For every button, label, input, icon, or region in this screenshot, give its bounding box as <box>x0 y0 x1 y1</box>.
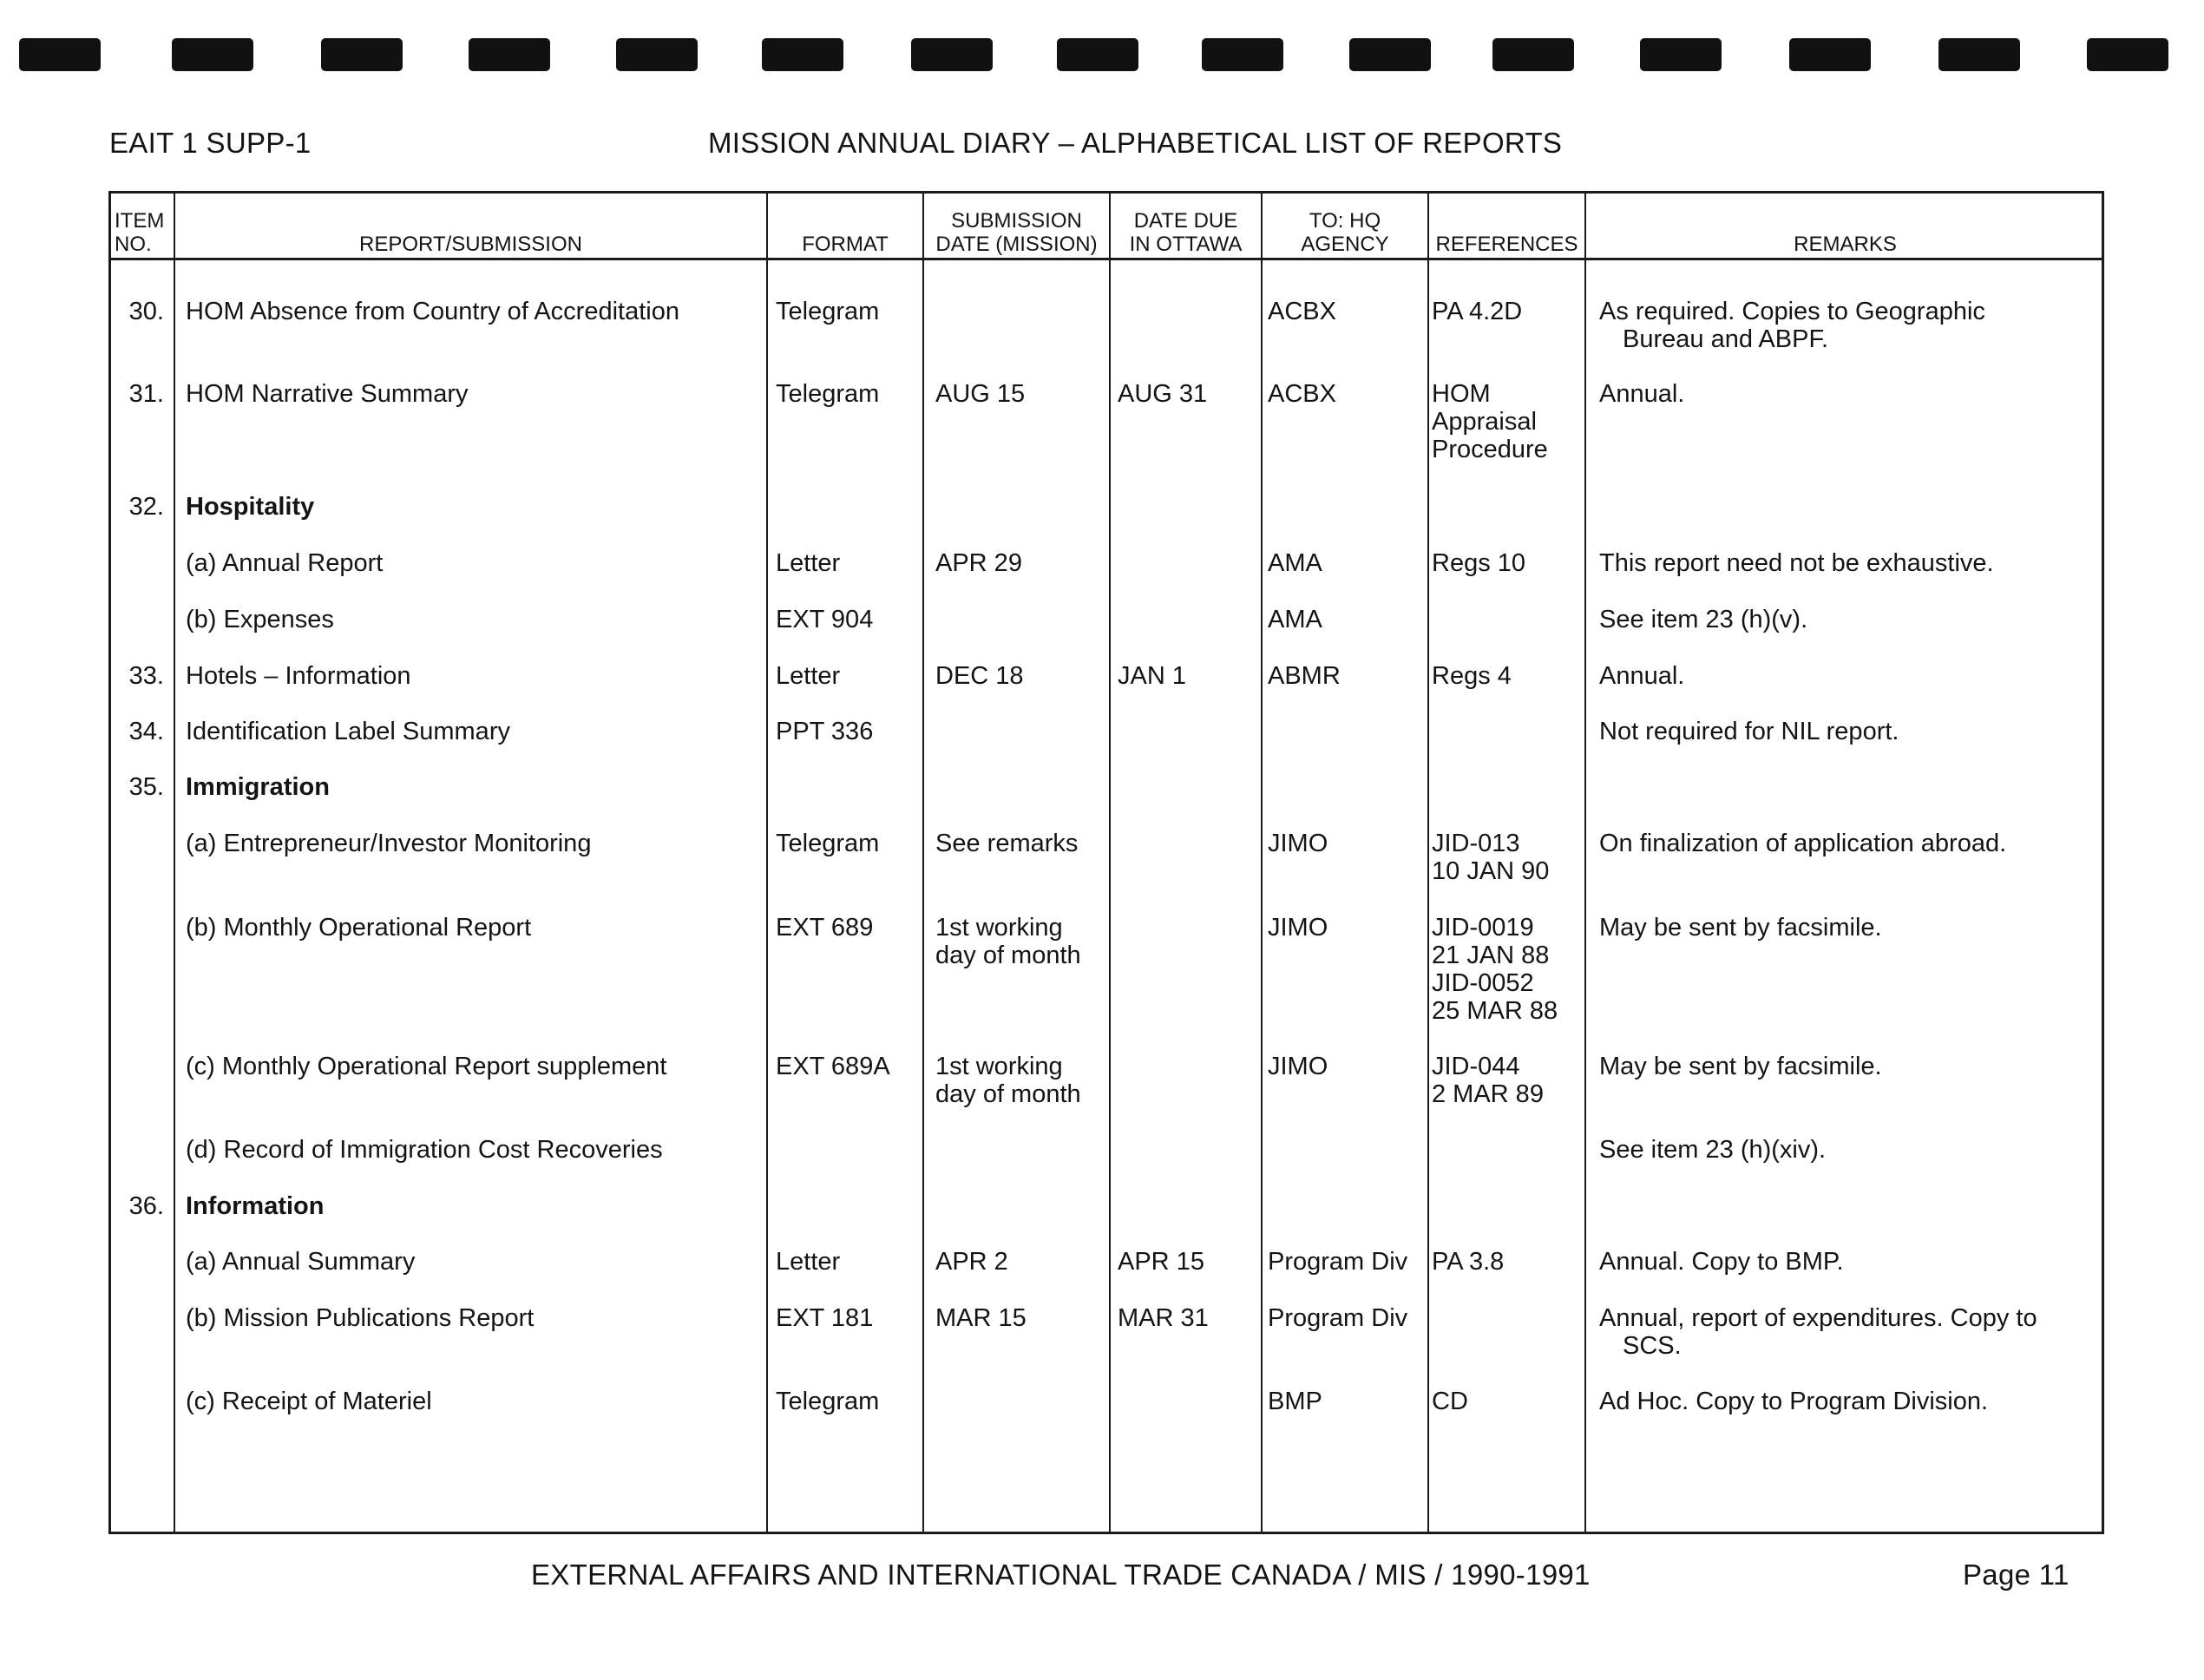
cell-submission-date: See remarks <box>935 830 1079 857</box>
cell-report-name: (c) Monthly Operational Report supplement <box>186 1053 667 1080</box>
cell-date-due: MAR 31 <box>1118 1304 1209 1332</box>
cell-item-number: 30. <box>128 298 164 325</box>
reports-table <box>108 191 2104 1534</box>
cell-report-name: (b) Mission Publications Report <box>186 1304 535 1332</box>
cell-remarks-continued: SCS. <box>1623 1332 1682 1360</box>
cell-format: Telegram <box>776 298 880 325</box>
cell-hq-agency: JIMO <box>1268 830 1328 857</box>
cell-references: JID-0019 21 JAN 88 JID-0052 25 MAR 88 <box>1432 914 1558 1025</box>
cell-remarks: Annual. <box>1599 380 1685 408</box>
cell-hq-agency: Program Div <box>1268 1304 1408 1332</box>
cell-submission-date: AUG 15 <box>935 380 1026 408</box>
document-title: MISSION ANNUAL DIARY – ALPHABETICAL LIST OF REPORTS <box>708 127 1563 159</box>
cell-hq-agency: ACBX <box>1268 298 1336 325</box>
col-header-item-no: ITEM NO. <box>115 209 165 256</box>
cell-format: Letter <box>776 1248 841 1276</box>
cell-report-name: (b) Expenses <box>186 606 334 633</box>
cell-hq-agency: ACBX <box>1268 380 1336 408</box>
cell-submission-date: 1st working day of month <box>935 914 1081 969</box>
page-number: Page 11 <box>1963 1559 2070 1591</box>
cell-format: Telegram <box>776 380 880 408</box>
cell-report-name: (c) Receipt of Materiel <box>186 1388 432 1415</box>
cell-report-name: Hospitality <box>186 493 315 521</box>
cell-report-name: Identification Label Summary <box>186 718 510 745</box>
cell-remarks: This report need not be exhaustive. <box>1599 549 1994 577</box>
cell-submission-date: DEC 18 <box>935 662 1024 690</box>
cell-hq-agency: JIMO <box>1268 914 1328 942</box>
cell-remarks: As required. Copies to Geographic <box>1599 298 1985 325</box>
cell-hq-agency: AMA <box>1268 549 1322 577</box>
cell-format: Letter <box>776 662 841 690</box>
cell-remarks: Not required for NIL report. <box>1599 718 1899 745</box>
col-header-submission-date: SUBMISSION DATE (MISSION) <box>935 209 1098 256</box>
cell-report-name: (b) Monthly Operational Report <box>186 914 532 942</box>
cell-item-number: 31. <box>128 380 164 408</box>
document-code: EAIT 1 SUPP-1 <box>109 127 312 159</box>
cell-report-name: Immigration <box>186 773 330 801</box>
cell-report-name: (a) Annual Report <box>186 549 384 577</box>
cell-date-due: JAN 1 <box>1118 662 1186 690</box>
cell-item-number: 35. <box>128 773 164 801</box>
cell-report-name: (a) Entrepreneur/Investor Monitoring <box>186 830 592 857</box>
cell-item-number: 32. <box>128 493 164 521</box>
cell-report-name: HOM Narrative Summary <box>186 380 469 408</box>
col-header-report: REPORT/SUBMISSION <box>359 233 582 256</box>
cell-report-name: (d) Record of Immigration Cost Recoveries <box>186 1136 663 1164</box>
col-header-date-due: DATE DUE IN OTTAWA <box>1129 209 1243 256</box>
cell-date-due: AUG 31 <box>1118 380 1208 408</box>
footer-organization: EXTERNAL AFFAIRS AND INTERNATIONAL TRADE CANADA / MIS / 1990-1991 <box>531 1559 1591 1591</box>
cell-references: PA 4.2D <box>1432 298 1523 325</box>
cell-format: EXT 904 <box>776 606 874 633</box>
cell-date-due: APR 15 <box>1118 1248 1204 1276</box>
cell-submission-date: APR 29 <box>935 549 1022 577</box>
cell-format: EXT 689 <box>776 914 874 942</box>
cell-references: JID-044 2 MAR 89 <box>1432 1053 1544 1108</box>
cell-remarks: May be sent by facsimile. <box>1599 914 1882 942</box>
cell-remarks: See item 23 (h)(v). <box>1599 606 1808 633</box>
cell-remarks: On finalization of application abroad. <box>1599 830 2007 857</box>
cell-submission-date: MAR 15 <box>935 1304 1027 1332</box>
cell-item-number: 36. <box>128 1192 164 1220</box>
cell-format: EXT 181 <box>776 1304 874 1332</box>
cell-format: Telegram <box>776 830 880 857</box>
cell-submission-date: APR 2 <box>935 1248 1008 1276</box>
col-header-remarks: REMARKS <box>1794 233 1897 256</box>
cell-hq-agency: ABMR <box>1268 662 1341 690</box>
cell-format: PPT 336 <box>776 718 874 745</box>
cell-report-name: HOM Absence from Country of Accreditation <box>186 298 679 325</box>
cell-references: Regs 4 <box>1432 662 1512 690</box>
col-header-agency: TO: HQ AGENCY <box>1301 209 1389 256</box>
cell-references: PA 3.8 <box>1432 1248 1505 1276</box>
cell-hq-agency: Program Div <box>1268 1248 1408 1276</box>
cell-format: EXT 689A <box>776 1053 890 1080</box>
cell-remarks: Annual. Copy to BMP. <box>1599 1248 1844 1276</box>
cell-remarks: Annual. <box>1599 662 1685 690</box>
cell-report-name: (a) Annual Summary <box>186 1248 416 1276</box>
cell-item-number: 34. <box>128 718 164 745</box>
cell-remarks: Annual, report of expenditures. Copy to <box>1599 1304 2037 1332</box>
cell-format: Letter <box>776 549 841 577</box>
cell-references: HOM Appraisal Procedure <box>1432 380 1548 463</box>
col-header-references: REFERENCES <box>1435 233 1578 256</box>
cell-hq-agency: BMP <box>1268 1388 1322 1415</box>
cell-remarks: Ad Hoc. Copy to Program Division. <box>1599 1388 1989 1415</box>
cell-references: Regs 10 <box>1432 549 1526 577</box>
binder-punch-holes <box>0 38 2204 76</box>
cell-remarks: See item 23 (h)(xiv). <box>1599 1136 1827 1164</box>
cell-report-name: Information <box>186 1192 325 1220</box>
cell-references: JID-013 10 JAN 90 <box>1432 830 1550 885</box>
cell-item-number: 33. <box>128 662 164 690</box>
cell-hq-agency: AMA <box>1268 606 1322 633</box>
cell-references: CD <box>1432 1388 1468 1415</box>
cell-report-name: Hotels – Information <box>186 662 411 690</box>
cell-format: Telegram <box>776 1388 880 1415</box>
cell-hq-agency: JIMO <box>1268 1053 1328 1080</box>
cell-remarks: May be sent by facsimile. <box>1599 1053 1882 1080</box>
cell-remarks-continued: Bureau and ABPF. <box>1623 325 1828 353</box>
cell-submission-date: 1st working day of month <box>935 1053 1081 1108</box>
col-header-format: FORMAT <box>802 233 889 256</box>
